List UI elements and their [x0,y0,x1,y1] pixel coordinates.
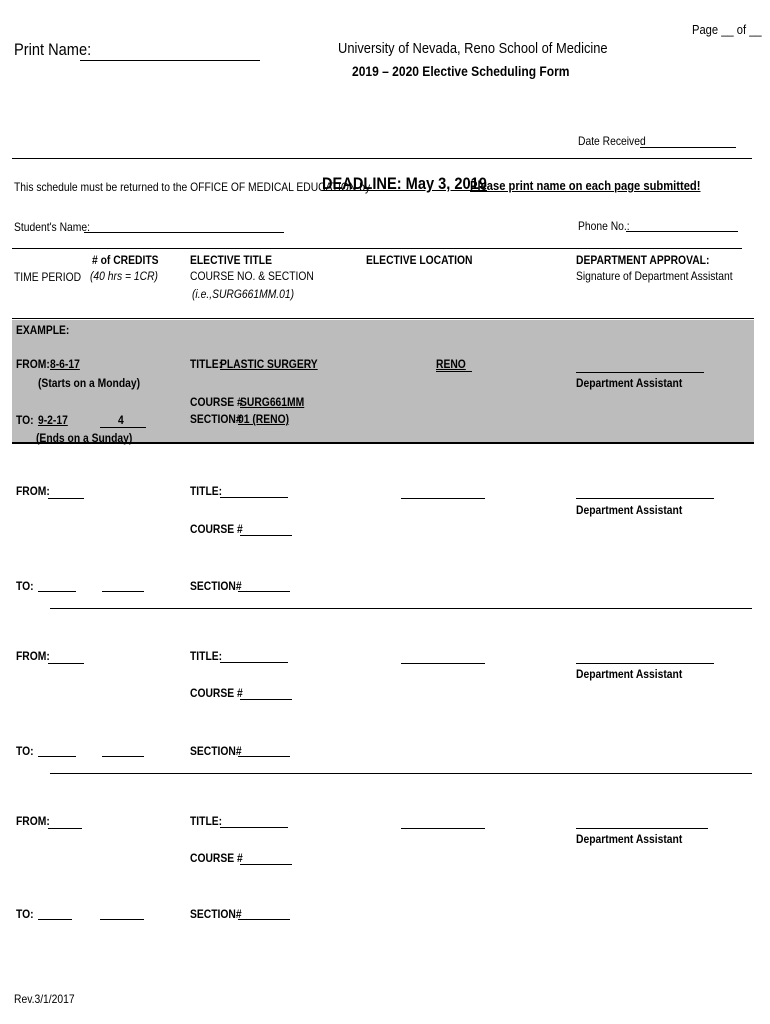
entry1-from-field[interactable] [48,498,84,499]
print-name-field[interactable] [80,60,260,61]
example-course-value: SURG661MM [240,395,305,409]
entry3-to-field[interactable] [38,919,72,920]
university-name: University of Nevada, Reno School of Medicine [338,40,608,57]
phone-field[interactable] [626,231,738,232]
entry2-title-label: TITLE: [190,649,223,663]
example-from-note: (Starts on a Monday) [38,376,141,390]
print-name-note: Please print name on each page submitted! [470,178,701,193]
entry1-section-field[interactable] [238,591,290,592]
entry3-to-label: TO: [16,907,34,921]
entry3-section-field[interactable] [238,919,290,920]
location-header: ELECTIVE LOCATION [366,253,473,267]
entry3-from-label: FROM: [16,814,50,828]
entry1-from-label: FROM: [16,484,50,498]
entry1-to-label: TO: [16,579,34,593]
divider [12,318,754,319]
course-example: (i.e.,SURG661MM.01) [192,287,295,301]
example-dept-assistant: Department Assistant [576,376,683,390]
example-credits-line [100,427,146,428]
date-received-label: Date Received [578,134,646,148]
example-title-value: PLASTIC SURGERY [220,357,318,371]
entry3-section-label: SECTION# [190,907,242,921]
approval-note: Signature of Department Assistant [576,269,733,283]
entry3-title-field[interactable] [220,827,288,828]
example-to-label: TO: [16,413,34,427]
elective-title-header: ELECTIVE TITLE [190,253,272,267]
entry2-location-field[interactable] [401,663,485,664]
entry3-title-label: TITLE: [190,814,223,828]
entry1-dept-assistant: Department Assistant [576,503,683,517]
example-signature-line [576,372,704,373]
entry1-title-label: TITLE: [190,484,223,498]
entry2-signature-field[interactable] [576,663,714,664]
divider [50,773,752,774]
approval-header: DEPARTMENT APPROVAL: [576,253,710,267]
course-section-header: COURSE NO. & SECTION [190,269,314,283]
time-period-header: TIME PERIOD [14,270,82,284]
entry3-credits-field[interactable] [100,919,144,920]
entry3-signature-field[interactable] [576,828,708,829]
entry2-section-field[interactable] [238,756,290,757]
entry2-dept-assistant: Department Assistant [576,667,683,681]
entry1-course-label: COURSE # [190,522,243,536]
entry1-to-field[interactable] [38,591,76,592]
print-name-label: Print Name: [14,40,92,59]
example-location-value: RENO [436,357,466,371]
entry2-course-field[interactable] [240,699,292,700]
example-label: EXAMPLE: [16,323,70,337]
example-location-line [436,371,472,372]
form-title: 2019 – 2020 Elective Scheduling Form [352,63,570,79]
return-notice: This schedule must be returned to the OFFICE OF MEDICAL EDUCATION by [14,180,371,194]
credits-note: (40 hrs = 1CR) [90,269,158,283]
entry1-credits-field[interactable] [102,591,144,592]
example-from-value: 8-6-17 [50,357,80,371]
date-received-field[interactable] [640,147,736,148]
entry1-section-label: SECTION# [190,579,242,593]
entry2-from-field[interactable] [48,663,84,664]
divider [12,248,742,249]
example-from-label: FROM: [16,357,50,371]
entry1-signature-field[interactable] [576,498,714,499]
divider [50,608,752,609]
entry2-course-label: COURSE # [190,686,243,700]
entry1-title-field[interactable] [220,497,288,498]
entry2-to-label: TO: [16,744,34,758]
example-section-label: SECTION# [190,412,242,426]
student-name-label: Student's Name: [14,220,90,234]
divider [12,158,752,159]
entry2-to-field[interactable] [38,756,76,757]
entry2-section-label: SECTION# [190,744,242,758]
entry2-title-field[interactable] [220,662,288,663]
credits-header: # of CREDITS [92,253,159,267]
entry1-course-field[interactable] [240,535,292,536]
entry1-location-field[interactable] [401,498,485,499]
entry3-location-field[interactable] [401,828,485,829]
entry3-course-label: COURSE # [190,851,243,865]
page-number: Page __ of __ [692,22,762,37]
deadline: DEADLINE: May 3, 2019 [322,174,487,193]
example-to-note: (Ends on a Sunday) [36,431,133,445]
student-name-field[interactable] [84,232,284,233]
example-course-label: COURSE # [190,395,243,409]
example-to-value: 9-2-17 [38,413,68,427]
divider [12,442,754,444]
entry3-course-field[interactable] [240,864,292,865]
entry2-from-label: FROM: [16,649,50,663]
entry3-dept-assistant: Department Assistant [576,832,683,846]
entry3-from-field[interactable] [48,828,82,829]
phone-label: Phone No.: [578,219,630,233]
example-credits-value: 4 [118,413,124,427]
example-section-value: 01 (RENO) [238,412,290,426]
entry2-credits-field[interactable] [102,756,144,757]
example-title-label: TITLE: [190,357,223,371]
revision-date: Rev.3/1/2017 [14,992,75,1006]
